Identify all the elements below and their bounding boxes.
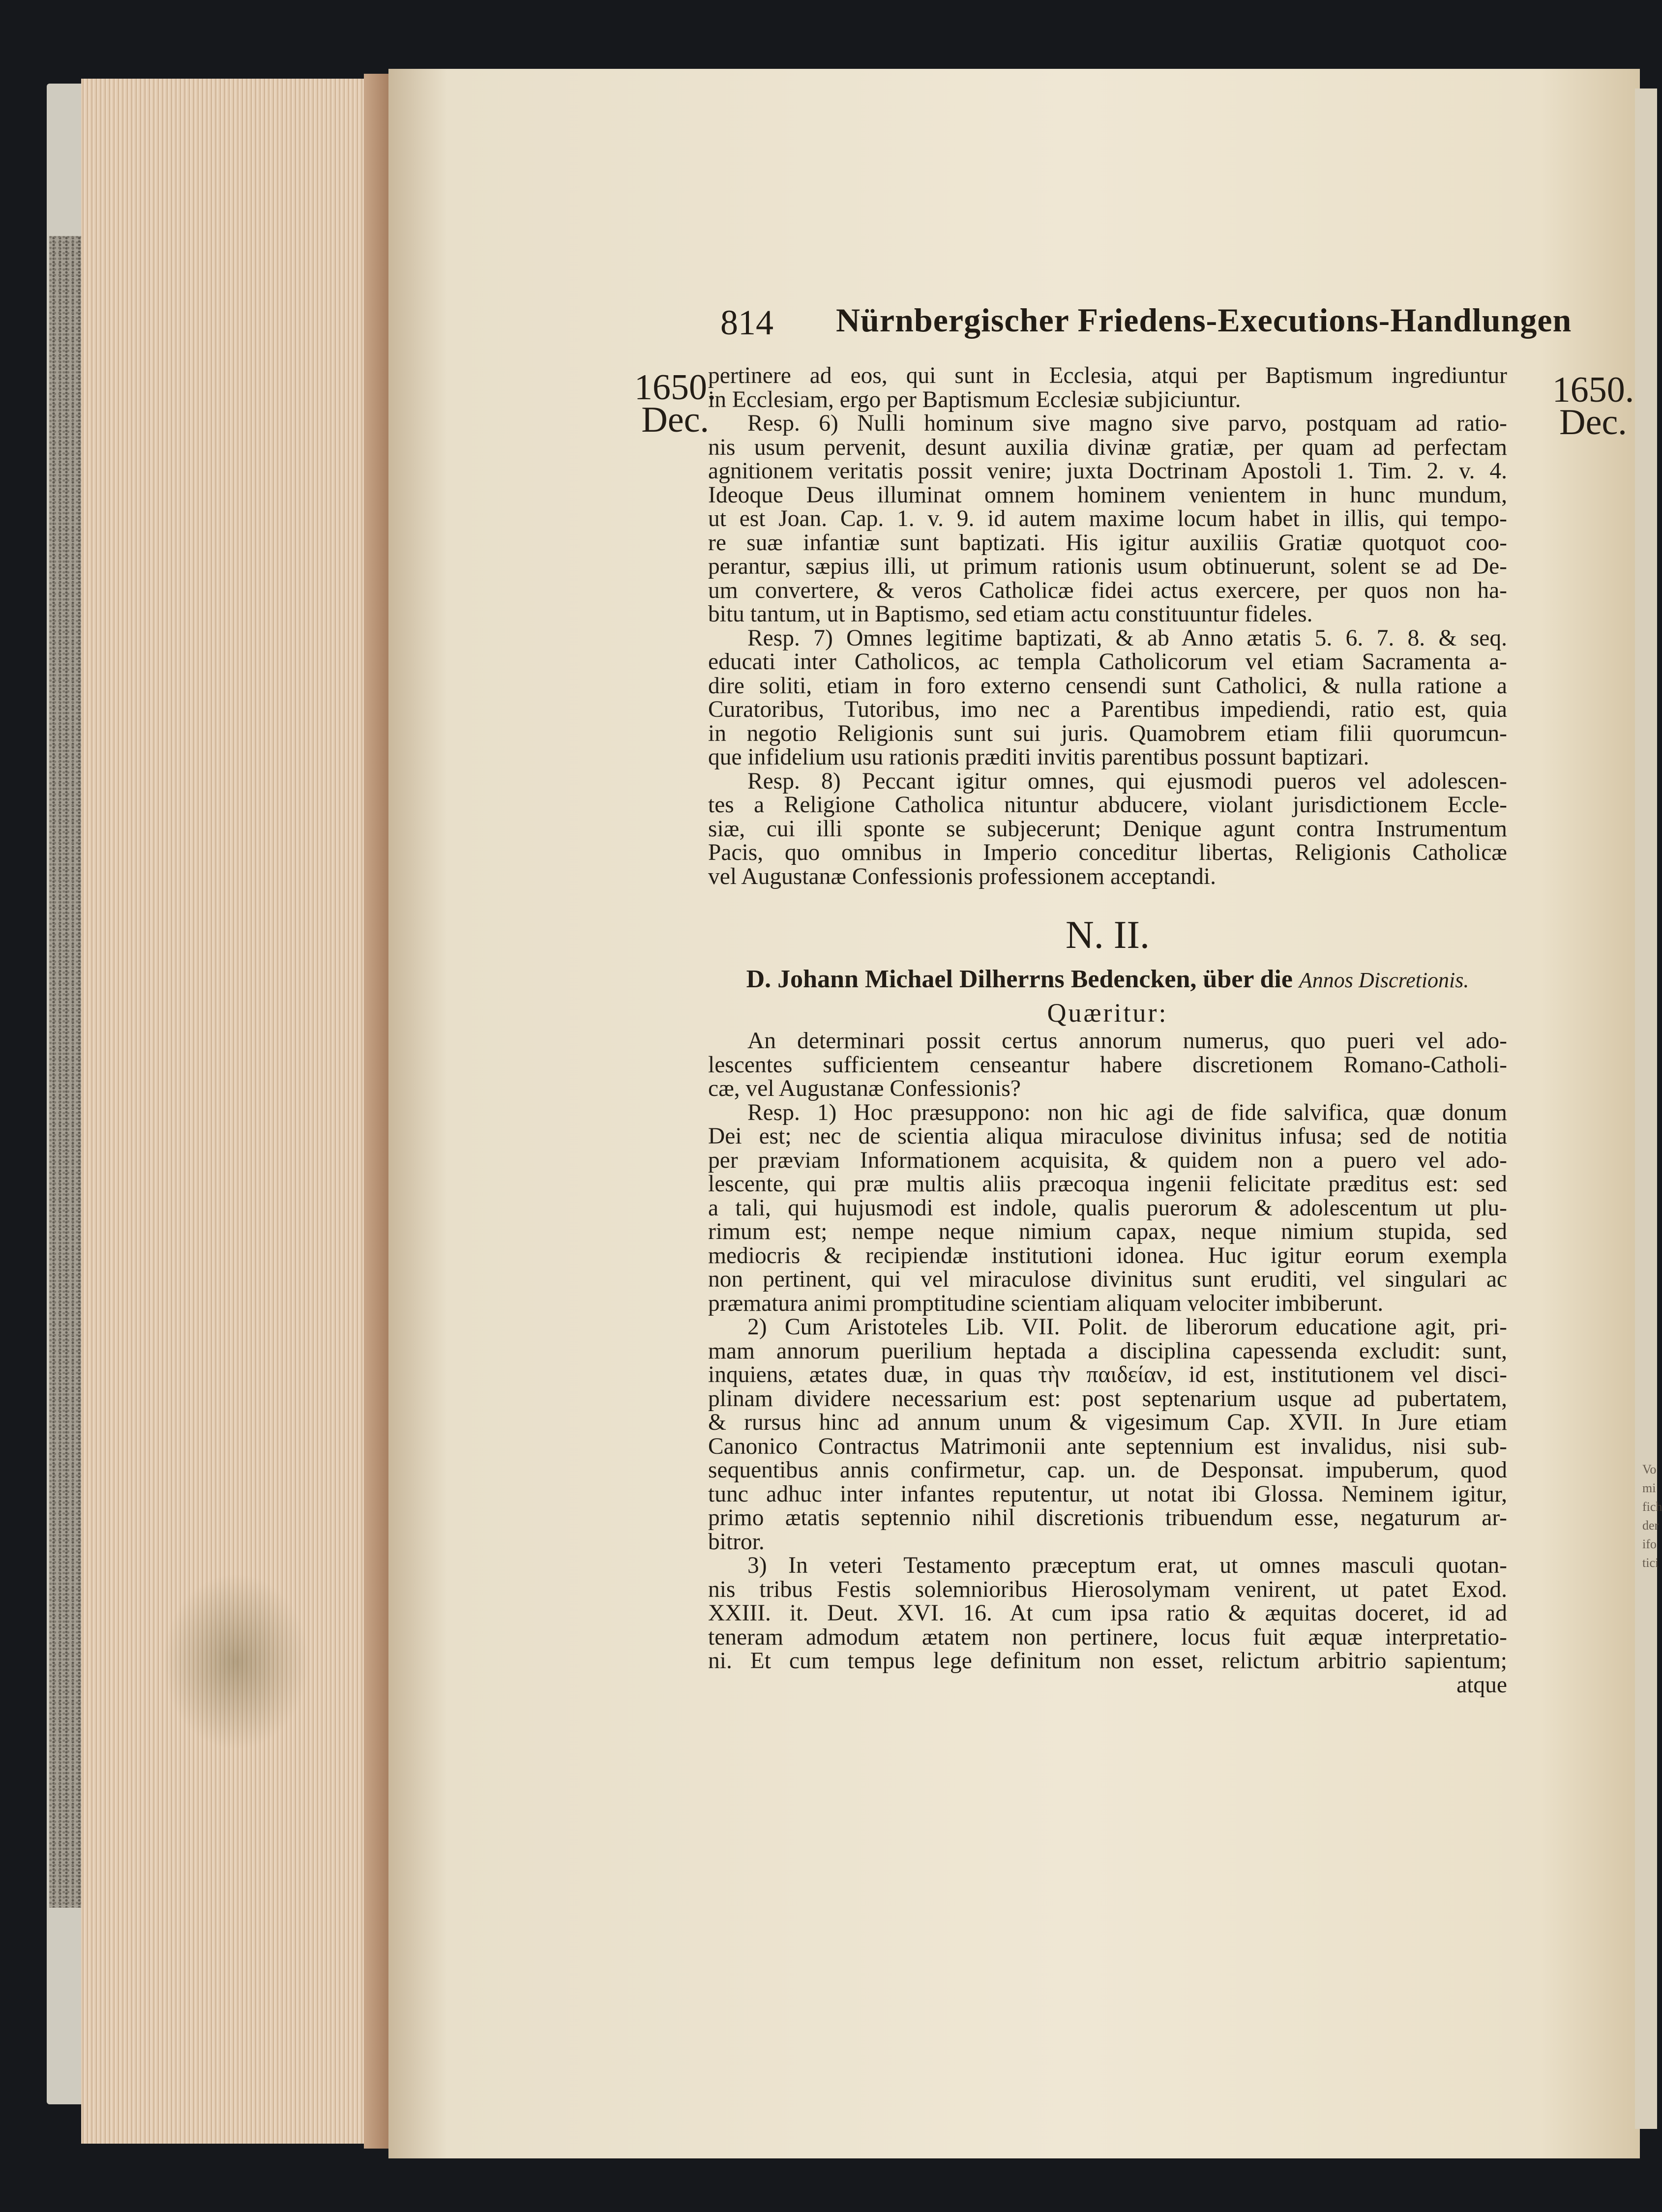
text-line: plinam dividere necessarium est: post septenarium usque ad pubertatem, [708, 1386, 1507, 1412]
text-line: inquiens, ætates duæ, in quas τὴν παιδείαν, id est, institutionem vel disci- [708, 1362, 1507, 1387]
quaeritur-heading: Quæritur: [1047, 998, 1168, 1028]
facing-page-fragment [1642, 1460, 1662, 1572]
text-line: educati inter Catholicos, ac templa Catholicorum vel etiam Sacramenta a- [708, 649, 1507, 675]
text-line: Ideoque Deus illuminat omnem hominem venientem in hunc mundum, [708, 482, 1507, 508]
text-line: rimum est; nempe neque nimium capax, neque nimium stupida, sed [708, 1219, 1507, 1244]
text-line: bitu tantum, ut in Baptismo, sed etiam actu constituuntur fideles. [708, 601, 1313, 627]
text-line: a tali, qui hujusmodi est indole, qualis puerorum & adolescentum ut plu- [708, 1195, 1507, 1221]
text-line: agnitionem veritatis possit venire; juxta Doctrinam Apostoli 1. Tim. 2. v. 4. [708, 458, 1507, 484]
text-line: 2) Cum Aristoteles Lib. VII. Polit. de liberorum educatione agit, pri- [747, 1314, 1507, 1340]
text-line: 3) In veteri Testamento præceptum erat, ut omnes masculi quotan- [747, 1553, 1507, 1578]
section-subtitle [708, 962, 1507, 997]
text-line: primo ætatis septennio nihil discretionis tribuendum esse, negaturum ar- [708, 1505, 1507, 1531]
text-line: perantur, sæpius illi, ut primum rationis usum obtinuerunt, solent se ad De- [708, 554, 1507, 579]
text-line: Resp. 6) Nulli hominum sive magno sive parvo, postquam ad ratio- [747, 411, 1507, 436]
spacer [708, 888, 1507, 908]
margin-year: 1650. [1552, 370, 1634, 410]
text-line: lescente, qui præ multis aliis præcoqua ingenii felicitate præditus est: sed [708, 1171, 1507, 1197]
page-body [708, 364, 1507, 1698]
text-line: in Ecclesiam, ergo per Baptismum Ecclesiæ subjiciuntur. [708, 386, 1241, 413]
text-line: ut est Joan. Cap. 1. v. 9. id autem maxime locum habet in illis, qui tempo- [708, 506, 1507, 531]
margin-year: 1650. [634, 367, 716, 408]
fragment-line: tici [1642, 1556, 1659, 1570]
text-line: præmatura animi promptitudine scientiam aliquam velociter imbiberunt. [708, 1290, 1384, 1316]
text-line: bitror. [708, 1529, 765, 1555]
text-line: dire soliti, etiam in foro externo censendi sunt Catholici, & nulla ratione a [708, 673, 1507, 699]
running-title: Nürnbergischer Friedens-Executions-Handlungen [836, 301, 1572, 339]
fragment-line: Vo [1642, 1462, 1657, 1476]
text-line: nis usum pervenit, desunt auxilia divinæ gratiæ, per quam ad perfectam [708, 434, 1507, 460]
subtitle-text: D. Johann Michael Dilherrns Bedencken, über die [746, 965, 1293, 993]
page-stain [162, 1573, 310, 1750]
text-line: Pacis, quo omnibus in Imperio conceditur libertas, Religionis Catholicæ [708, 840, 1507, 865]
text-line: siæ, cui illi sponte se subjecerunt; Denique agunt contra Instrumentum [708, 816, 1507, 842]
text-line: teneram admodum ætatem non pertinere, locus fuit æquæ interpretatio- [708, 1624, 1507, 1650]
text-line: ni. Et cum tempus lege definitum non esset, relictum arbitrio sapientum; [708, 1648, 1507, 1674]
text-line: um convertere, & veros Catholicæ fidei actus exercere, per quos non ha- [708, 577, 1507, 603]
margin-month: Dec. [1559, 402, 1627, 442]
text-line: non pertinent, qui vel miraculose divinitus sunt eruditi, vel singulari ac [708, 1267, 1507, 1292]
text-line: nis tribus Festis solemnioribus Hierosolymam venirent, ut patet Exod. [708, 1576, 1507, 1602]
text-line: sequentibus annis confirmetur, cap. un. de Desponsat. impuberum, quod [708, 1457, 1507, 1483]
text-line: & rursus hinc ad annum unum & vigesimum Cap. XVII. In Jure etiam [708, 1410, 1507, 1435]
text-line: lescentes sufficientem censeantur habere discretionem Romano-Catholi- [708, 1052, 1507, 1078]
text-line: mam annorum puerilium heptada a disciplina capessenda excludit: sunt, [708, 1338, 1507, 1364]
text-line: re suæ infantiæ sunt baptizati. His igitur auxiliis Gratiæ quotquot coo- [708, 530, 1507, 556]
text-line: per præviam Informationem acquisita, & quidem non a puero vel ado- [708, 1147, 1507, 1173]
page-edges-block [81, 79, 396, 2144]
text-line: Curatoribus, Tutoribus, imo nec a Parentibus impediendi, ratio est, quia [708, 697, 1507, 722]
text-line: Canonico Contractus Matrimonii ante septennium est invalidus, nisi sub- [708, 1433, 1507, 1459]
margin-month: Dec. [641, 400, 710, 440]
text-line: que infidelium usu rationis præditi invitis parentibus possunt baptizari. [708, 744, 1369, 770]
fragment-line: ifo [1642, 1537, 1657, 1551]
text-line: XXIII. it. Deut. XVI. 16. At cum ipsa ratio & æquitas doceret, id ad [708, 1600, 1507, 1626]
fragment-line: mi [1642, 1481, 1656, 1495]
page-number: 814 [720, 303, 773, 342]
text-line: Resp. 1) Hoc præsuppono: non hic agi de fide salvifica, quæ donum [747, 1099, 1507, 1125]
margin-date-left [634, 367, 716, 440]
text-line: Resp. 7) Omnes legitime baptizati, & ab Anno ætatis 5. 6. 7. 8. & seq. [747, 625, 1507, 651]
text-line: mediocris & recipiendæ institutioni idonea. Huc igitur eorum exempla [708, 1242, 1507, 1268]
fragment-line: fich [1642, 1500, 1662, 1514]
text-line: in negotio Religionis sunt sui juris. Quamobrem etiam filii quorumcun- [708, 720, 1507, 746]
section-number: N. II. [1065, 914, 1150, 957]
catchword: atque [1456, 1672, 1507, 1698]
text-line: tes a Religione Catholica nituntur abducere, violant jurisdictionem Eccle- [708, 792, 1507, 818]
text-line: vel Augustanæ Confessionis professionem acceptandi. [708, 863, 1216, 889]
text-line: tunc adhuc inter infantes reputentur, ut notat ibi Glossa. Neminem igitur, [708, 1481, 1507, 1507]
text-line: cæ, vel Augustanæ Confessionis? [708, 1076, 1021, 1101]
margin-date-right [1544, 370, 1642, 442]
text-line: Resp. 8) Peccant igitur omnes, qui ejusmodi pueros vel adolescen- [747, 768, 1507, 794]
text-line: pertinere ad eos, qui sunt in Ecclesia, atqui per Baptismum ingrediuntur [708, 363, 1507, 388]
subtitle-latin: Annos Discretionis. [1299, 968, 1469, 992]
text-line: An determinari possit certus annorum numerus, quo pueri vel ado- [747, 1028, 1507, 1054]
text-line: Dei est; nec de scientia aliqua miraculose divinitus infusa; sed de notitia [708, 1123, 1507, 1149]
fragment-line: der [1642, 1518, 1659, 1533]
